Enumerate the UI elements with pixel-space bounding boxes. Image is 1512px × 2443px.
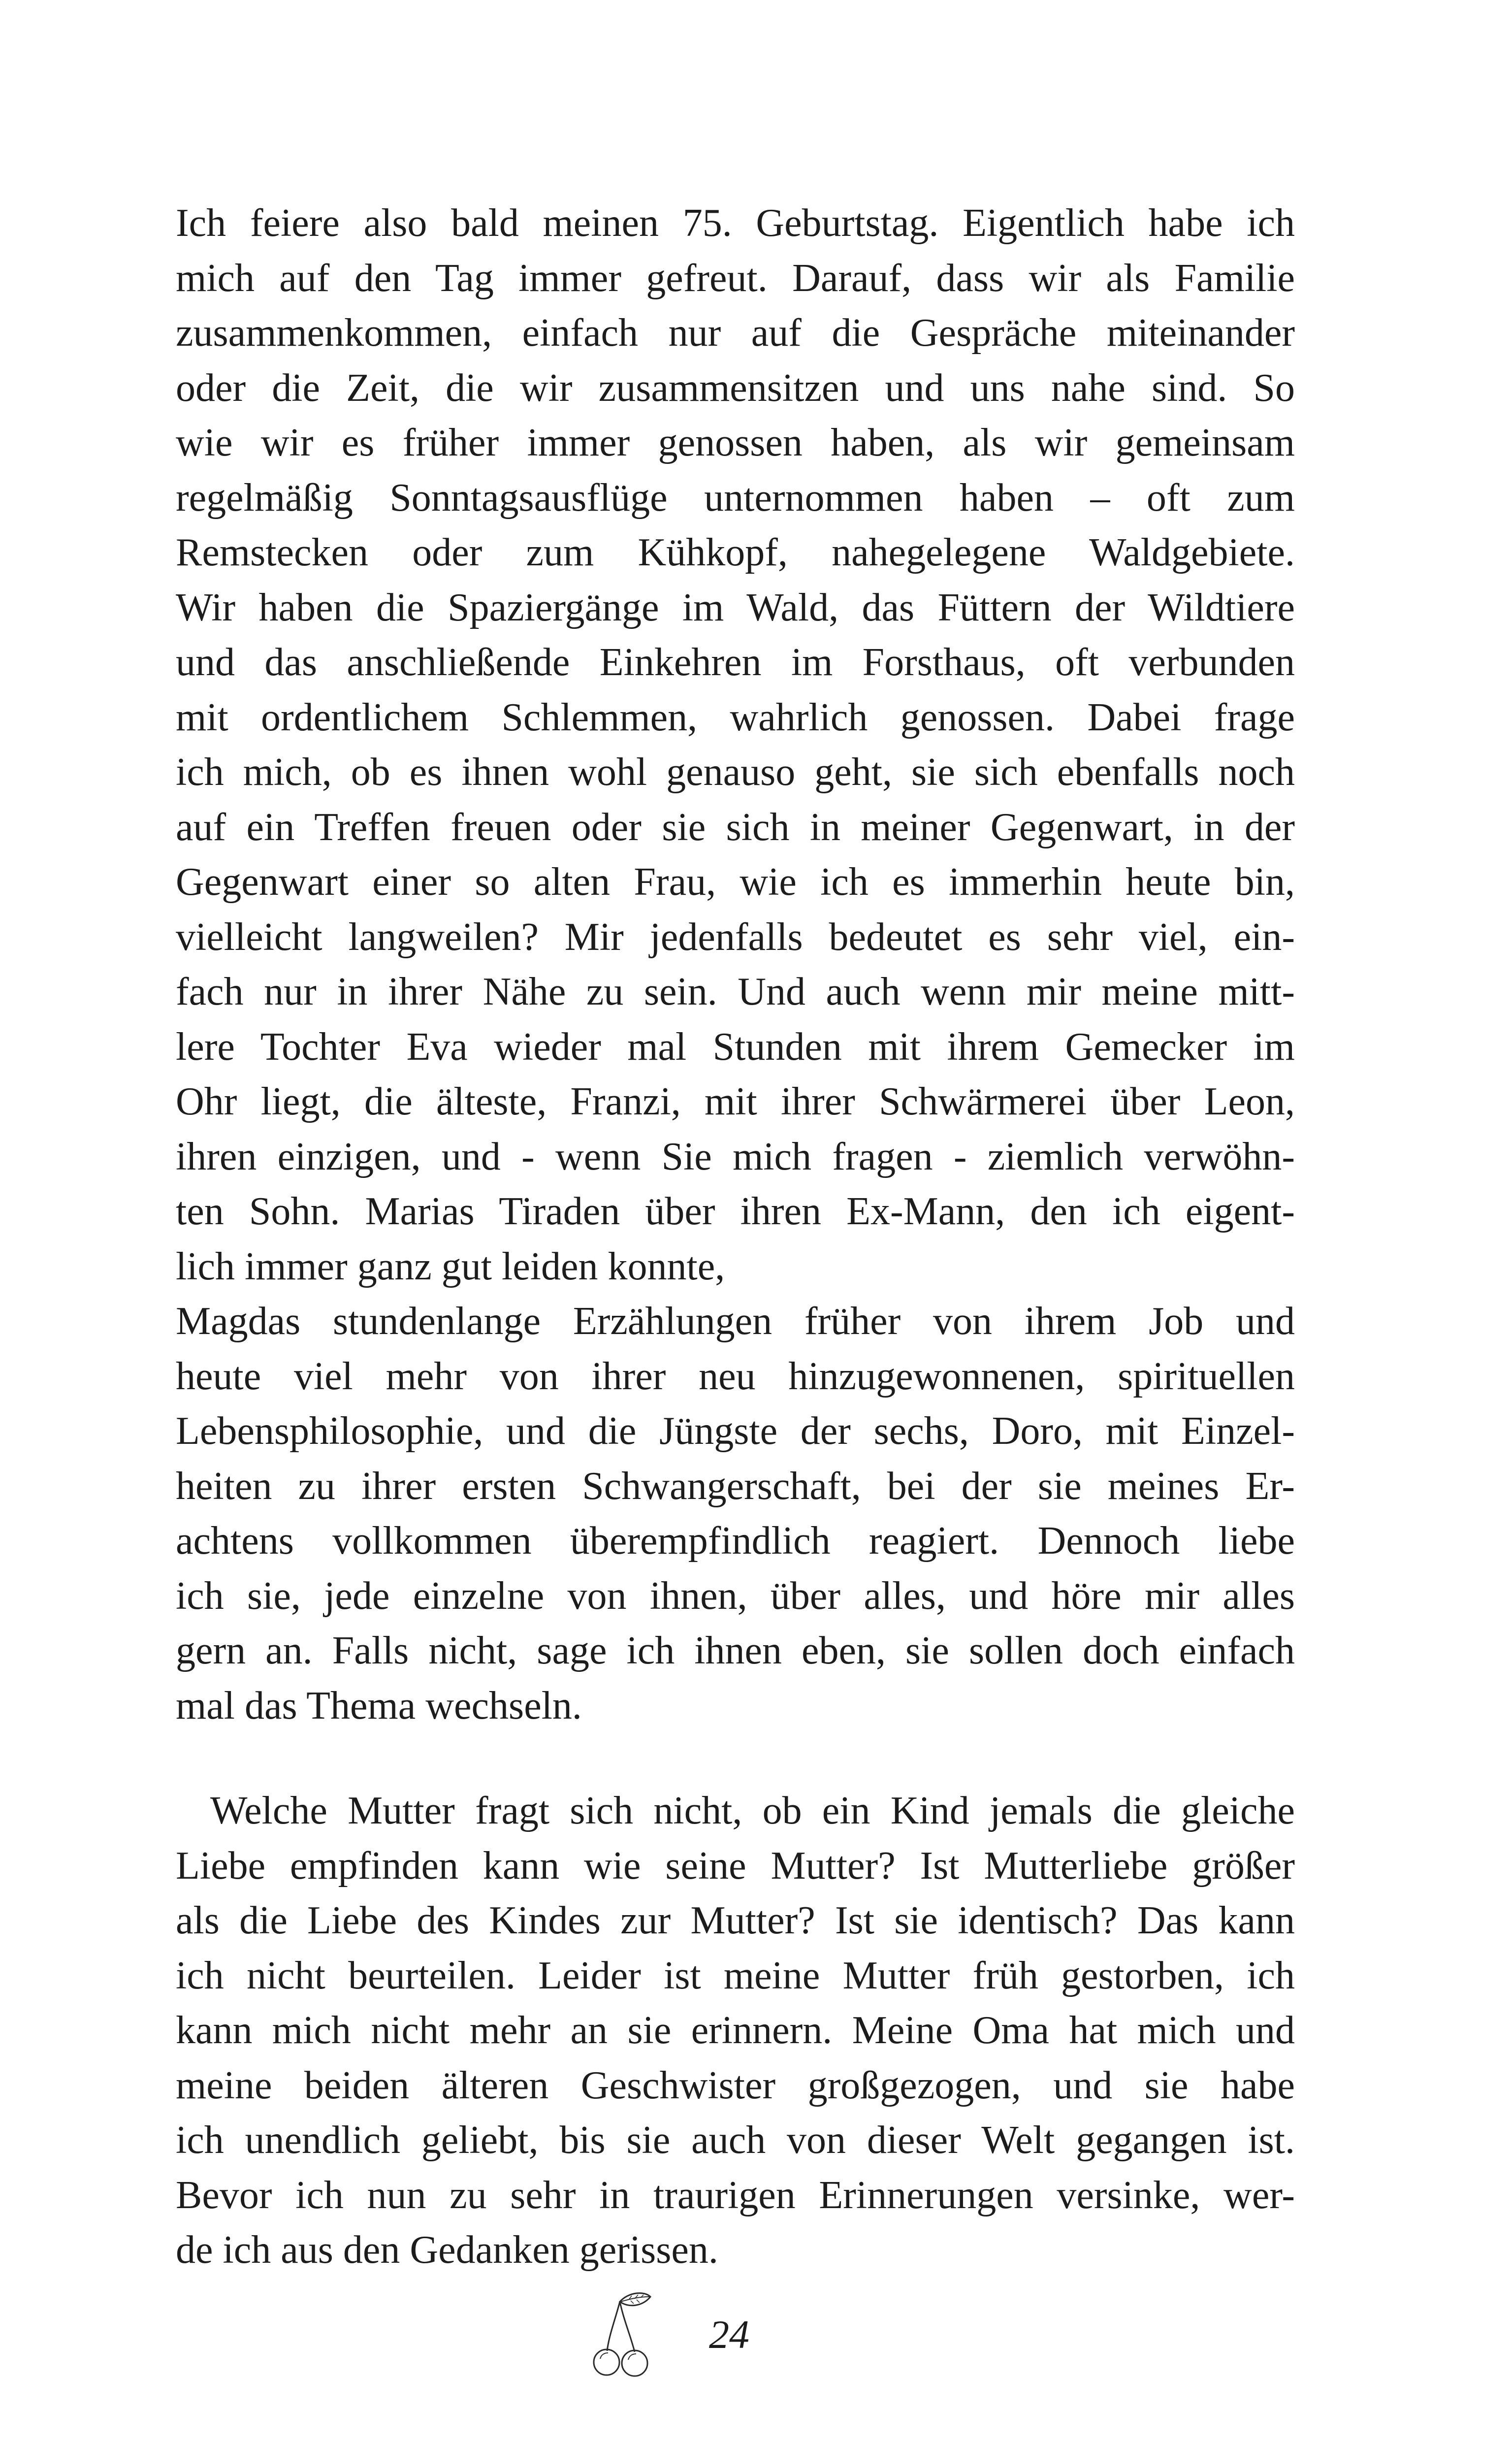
paragraph-2 bbox=[176, 1784, 1295, 2278]
text-line: auf ein Treffen freuen oder sie sich in meiner Gegenwart, in der bbox=[176, 805, 1295, 849]
text-line: Ohr liegt, die älteste, Franzi, mit ihrer Schwärmerei über Leon, bbox=[176, 1080, 1295, 1123]
text-line: als die Liebe des Kindes zur Mutter? Ist sie identisch? Das kann bbox=[176, 1899, 1295, 1942]
text-line: ten Sohn. Marias Tiraden über ihren Ex-Mann, den ich eigent- bbox=[176, 1190, 1295, 1233]
paragraph-1 bbox=[176, 196, 1295, 1733]
text-line: de ich aus den Gedanken gerissen. bbox=[176, 2228, 718, 2272]
text-line: mit ordentlichem Schlemmen, wahrlich genossen. Dabei frage bbox=[176, 695, 1295, 739]
text-line: ihren einzigen, und - wenn Sie mich fragen - ziemlich verwöhn- bbox=[176, 1135, 1295, 1178]
text-line: Gegenwart einer so alten Frau, wie ich es immerhin heute bin, bbox=[176, 860, 1295, 904]
text-line: oder die Zeit, die wir zusammensitzen und uns nahe sind. So bbox=[176, 366, 1295, 410]
text-line: ich mich, ob es ihnen wohl genauso geht, sie sich ebenfalls noch bbox=[176, 750, 1295, 794]
text-line: kann mich nicht mehr an sie erinnern. Meine Oma hat mich und bbox=[176, 2009, 1295, 2052]
text-line: lich immer ganz gut leiden konnte, bbox=[176, 1244, 725, 1288]
text-line: Bevor ich nun zu sehr in traurigen Erinnerungen versinke, wer- bbox=[176, 2173, 1295, 2217]
page-footer bbox=[0, 2291, 1512, 2389]
text-line: ich unendlich geliebt, bis sie auch von dieser Welt gegangen ist. bbox=[176, 2118, 1295, 2162]
text-line: ich nicht beurteilen. Leider ist meine Mutter früh gestorben, ich bbox=[176, 1954, 1295, 1997]
text-line: heute viel mehr von ihrer neu hinzugewonnenen, spirituellen bbox=[176, 1354, 1295, 1398]
text-line: heiten zu ihrer ersten Schwangerschaft, bei der sie meines Er- bbox=[176, 1464, 1295, 1508]
text-line: regelmäßig Sonntagsausflüge unternommen haben – oft zum bbox=[176, 476, 1295, 520]
text-line: achtens vollkommen überempfindlich reagiert. Dennoch liebe bbox=[176, 1519, 1295, 1563]
text-line: Lebensphilosophie, und die Jüngste der sechs, Doro, mit Einzel- bbox=[176, 1409, 1295, 1453]
text-line: lere Tochter Eva wieder mal Stunden mit ihrem Gemecker im bbox=[176, 1025, 1295, 1069]
text-line: und das anschließende Einkehren im Forsthaus, oft verbunden bbox=[176, 641, 1295, 684]
text-line: Welche Mutter fragt sich nicht, ob ein Kind jemals die gleiche bbox=[210, 1789, 1295, 1832]
text-line: Wir haben die Spaziergänge im Wald, das Füttern der Wildtiere bbox=[176, 586, 1295, 629]
text-line: meine beiden älteren Geschwister großgezogen, und sie habe bbox=[176, 2063, 1295, 2107]
text-line: vielleicht langweilen? Mir jedenfalls bedeutet es sehr viel, ein- bbox=[176, 915, 1295, 959]
text-line: zusammenkommen, einfach nur auf die Gespräche miteinander bbox=[176, 311, 1295, 355]
text-line: fach nur in ihrer Nähe zu sein. Und auch wenn mir meine mitt- bbox=[176, 970, 1295, 1013]
text-line: Remstecken oder zum Kühkopf, nahegelegene Waldgebiete. bbox=[176, 531, 1295, 574]
cherry-icon bbox=[589, 2291, 653, 2379]
text-line: Liebe empfinden kann wie seine Mutter? Ist Mutterliebe größer bbox=[176, 1844, 1295, 1888]
text-line: mal das Thema wechseln. bbox=[176, 1684, 582, 1727]
text-line: ich sie, jede einzelne von ihnen, über alles, und höre mir alles bbox=[176, 1574, 1295, 1618]
text-line: wie wir es früher immer genossen haben, als wir gemeinsam bbox=[176, 421, 1295, 464]
text-line: gern an. Falls nicht, sage ich ihnen eben, sie sollen doch einfach bbox=[176, 1629, 1295, 1672]
text-line: mich auf den Tag immer gefreut. Darauf, dass wir als Familie bbox=[176, 256, 1295, 300]
text-line: Ich feiere also bald meinen 75. Geburtstag. Eigentlich habe ich bbox=[176, 201, 1295, 245]
text-line: Magdas stundenlange Erzählungen früher von ihrem Job und bbox=[176, 1300, 1295, 1343]
page-number: 24 bbox=[709, 2312, 749, 2357]
